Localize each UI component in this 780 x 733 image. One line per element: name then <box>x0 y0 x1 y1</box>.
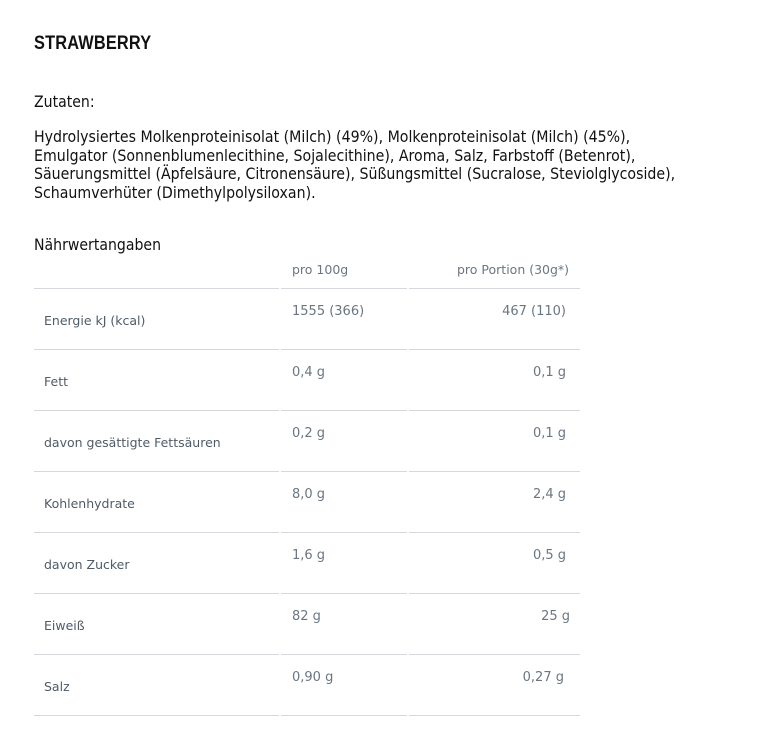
table-divider <box>409 715 580 716</box>
table-row-sugar <box>34 533 580 594</box>
column-header-per-portion: pro Portion (30g*) <box>457 262 570 277</box>
row-value-per-100g: 82 g <box>292 609 321 624</box>
ingredients-text: Hydrolysiertes Molkenproteinisolat (Milch) (49%), Molkenproteinisolat (Milch) (45%), Emulgator (Sonnenblumenlecithine, Sojalecithine), Aroma, Salz, Farbstoff (Betenrot), Säuerungsmittel (Äpfelsäure, Citronensäure), Süßungsmittel (Sucralose, Steviolglycoside), Schaumverhüter (Dimethylpolysiloxan). <box>34 127 676 202</box>
row-value-per-portion: 25 g <box>541 609 570 624</box>
row-label: Energie kJ (kcal) <box>44 313 146 328</box>
row-value-per-100g: 0,90 g <box>292 670 334 685</box>
row-label: Eiweiß <box>44 618 85 633</box>
row-label: davon gesättigte Fettsäuren <box>44 435 221 450</box>
table-divider <box>281 715 407 716</box>
row-value-per-100g: 1555 (366) <box>292 304 365 319</box>
table-row-carbohydrates <box>34 472 580 533</box>
column-header-per-100g: pro 100g <box>292 262 349 277</box>
row-value-per-100g: 1,6 g <box>292 548 326 563</box>
row-label: Kohlenhydrate <box>44 496 135 511</box>
row-label: Salz <box>44 679 70 694</box>
table-row-salt <box>34 655 580 716</box>
row-label: davon Zucker <box>44 557 130 572</box>
row-value-per-100g: 8,0 g <box>292 487 326 502</box>
nutrition-heading: Nährwertangaben <box>34 235 162 254</box>
table-row-saturated-fat <box>34 411 580 472</box>
product-title: STRAWBERRY <box>34 33 152 54</box>
table-row-protein <box>34 594 580 655</box>
table-row-fat <box>34 350 580 411</box>
table-divider <box>34 715 279 716</box>
row-value-per-portion: 467 (110) <box>502 304 566 319</box>
ingredients-heading: Zutaten: <box>34 92 95 111</box>
row-value-per-portion: 0,5 g <box>532 548 566 563</box>
row-value-per-portion: 2,4 g <box>532 487 566 502</box>
row-value-per-100g: 0,4 g <box>292 365 326 380</box>
row-value-per-portion: 0,1 g <box>532 365 566 380</box>
row-value-per-portion: 0,27 g <box>522 670 564 685</box>
table-row-energy <box>34 289 580 350</box>
row-value-per-100g: 0,2 g <box>292 426 326 441</box>
row-label: Fett <box>44 374 68 389</box>
row-value-per-portion: 0,1 g <box>532 426 566 441</box>
